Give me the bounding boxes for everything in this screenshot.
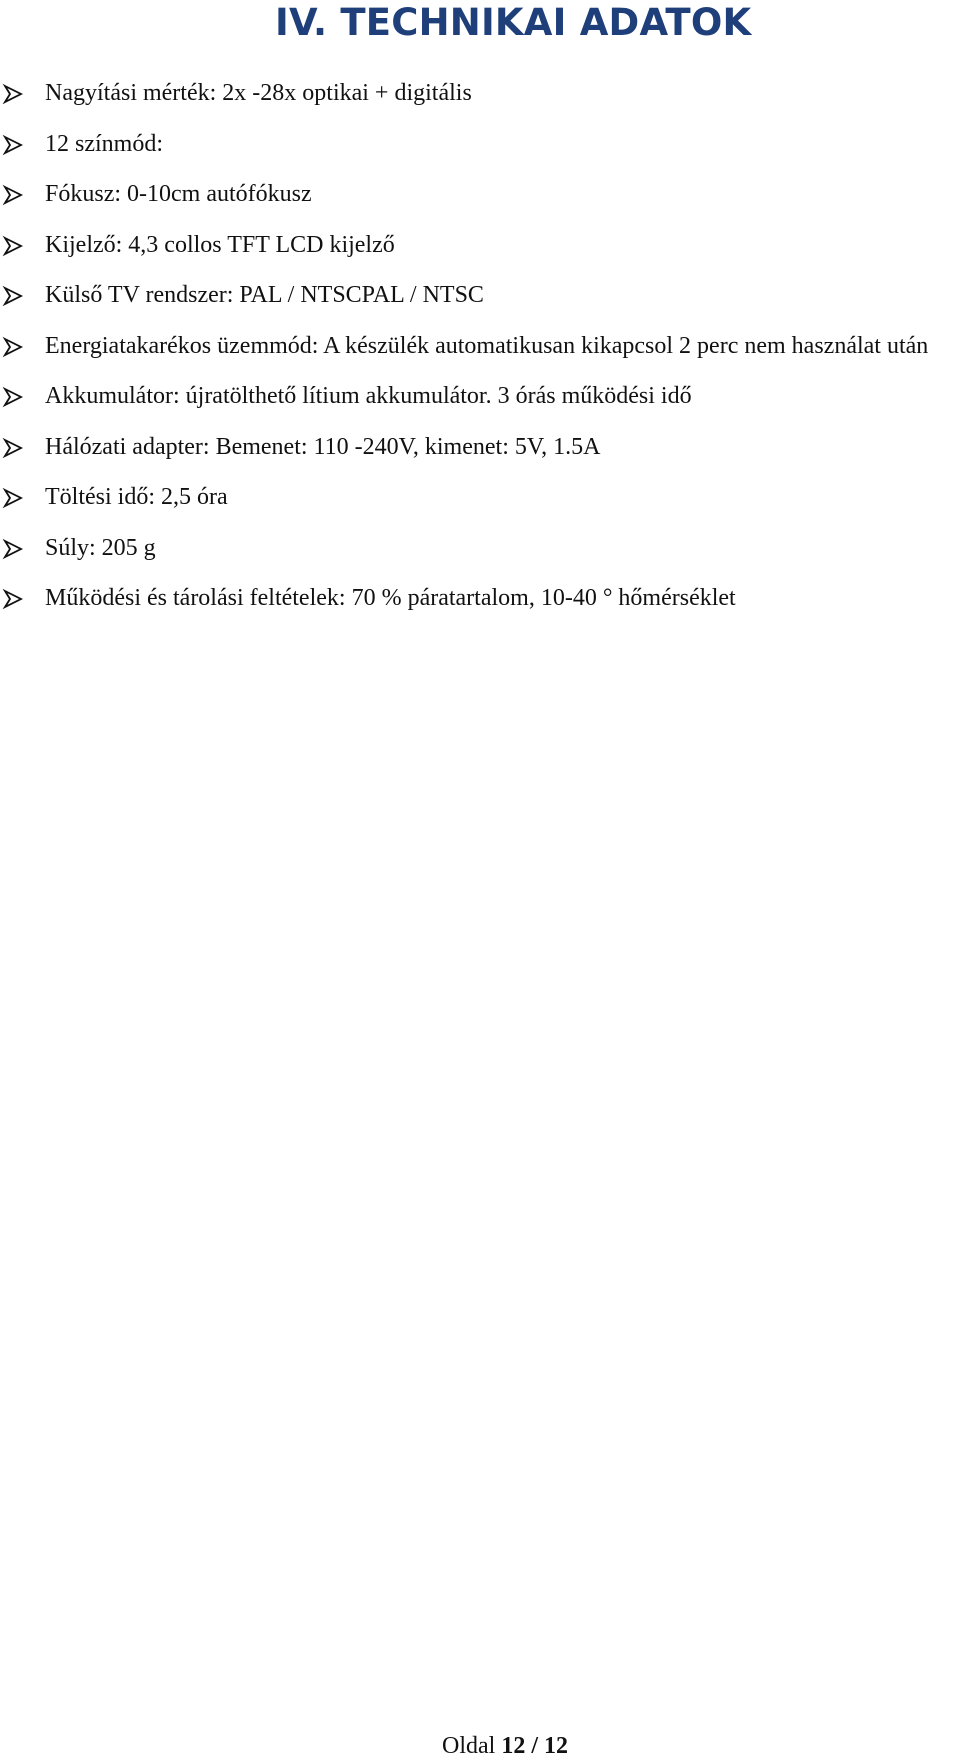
spec-text: Külső TV rendszer: PAL / NTSCPAL / NTSC bbox=[45, 282, 484, 308]
arrowhead-bullet-icon bbox=[2, 184, 24, 206]
arrowhead-bullet-icon bbox=[2, 386, 24, 408]
spec-text: Fókusz: 0-10cm autófókusz bbox=[45, 181, 312, 207]
page-current: 12 bbox=[501, 1733, 526, 1759]
spec-item bbox=[0, 523, 960, 574]
spec-list bbox=[0, 68, 960, 624]
spec-item bbox=[0, 573, 960, 624]
spec-item bbox=[0, 472, 960, 523]
spec-text: 12 színmód: bbox=[45, 130, 163, 157]
arrowhead-bullet-icon bbox=[2, 487, 24, 509]
spec-text: Nagyítási mérték: 2x -28x optikai + digitális bbox=[45, 80, 472, 106]
arrowhead-bullet-icon bbox=[2, 588, 24, 610]
spec-item bbox=[0, 270, 960, 321]
page-footer bbox=[0, 1731, 960, 1761]
arrowhead-bullet-icon bbox=[2, 134, 24, 156]
spec-text: Hálózati adapter: Bemenet: 110 -240V, kimenet: 5V, 1.5A bbox=[45, 433, 601, 460]
arrowhead-bullet-icon bbox=[2, 437, 24, 459]
arrowhead-bullet-icon bbox=[2, 538, 24, 560]
spec-text: Kijelző: 4,3 collos TFT LCD kijelző bbox=[45, 231, 395, 258]
spec-item bbox=[0, 321, 960, 372]
page-label: Oldal bbox=[442, 1733, 496, 1759]
page-total: 12 bbox=[544, 1733, 568, 1759]
arrowhead-bullet-icon bbox=[2, 235, 24, 257]
spec-item bbox=[0, 119, 960, 170]
spec-item bbox=[0, 371, 960, 422]
arrowhead-bullet-icon bbox=[2, 336, 24, 358]
spec-text: Súly: 205 g bbox=[45, 534, 156, 561]
spec-text: Energiatakarékos üzemmód: A készülék automatikusan kikapcsol 2 perc nem használat után bbox=[45, 332, 929, 359]
spec-item bbox=[0, 220, 960, 271]
spec-text: Működési és tárolási feltételek: 70 % páratartalom, 10-40 ° hőmérséklet bbox=[45, 585, 736, 611]
page-title: IV. TECHNIKAI ADATOK bbox=[275, 1, 752, 44]
page-separator: / bbox=[531, 1733, 538, 1759]
spec-item bbox=[0, 169, 960, 220]
spec-item bbox=[0, 422, 960, 473]
spec-text: Töltési idő: 2,5 óra bbox=[45, 484, 228, 510]
spec-item bbox=[0, 68, 960, 119]
spec-text: Akkumulátor: újratölthető lítium akkumulátor. 3 órás működési idő bbox=[45, 383, 692, 409]
arrowhead-bullet-icon bbox=[2, 83, 24, 105]
arrowhead-bullet-icon bbox=[2, 285, 24, 307]
